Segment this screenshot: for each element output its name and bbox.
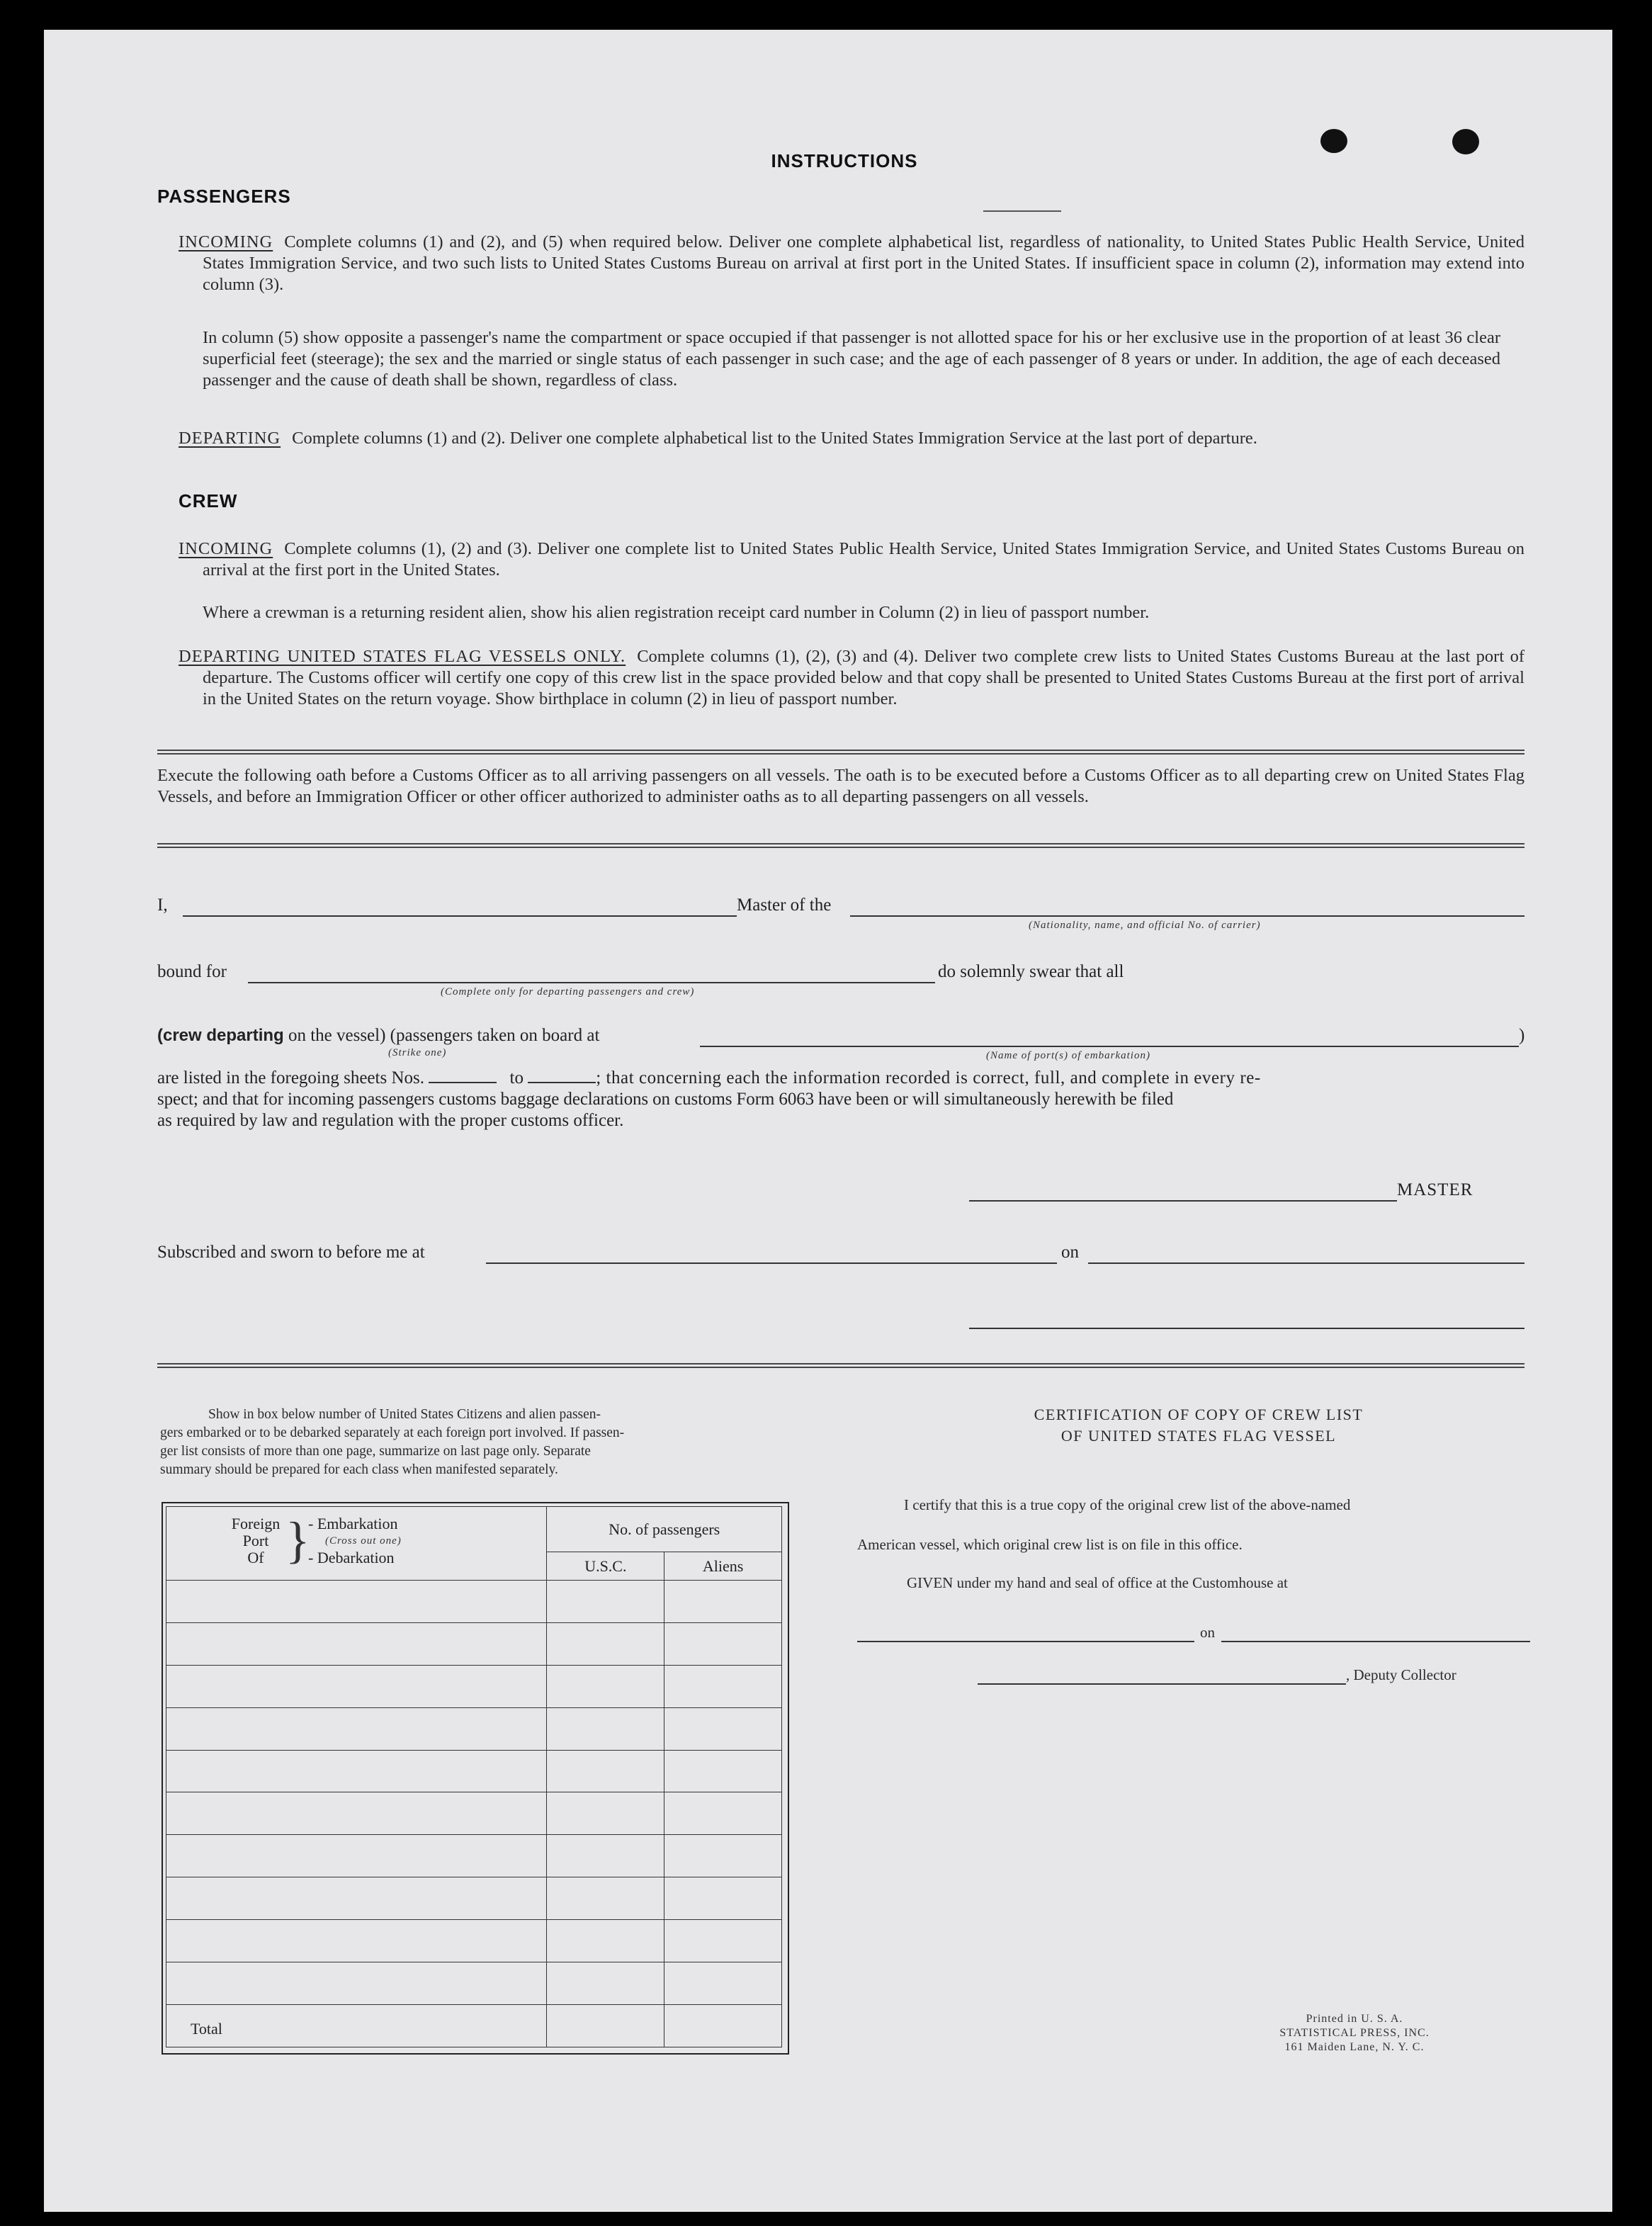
debarkation-option[interactable]: - Debarkation bbox=[308, 1549, 395, 1566]
master-of-label: Master of the bbox=[737, 896, 832, 915]
listed-line-3: spect; and that for incoming passengers customs baggage declarations on customs Form 6063 have been or will simultaneously herewith be filed bbox=[157, 1090, 1174, 1109]
page-title: INSTRUCTIONS bbox=[771, 150, 918, 171]
passenger-summary-table bbox=[166, 1506, 782, 2047]
oath-instructions: Execute the following oath before a Customs Officer as to all arriving passengers on all vessels. The oath is to be executed before a Customs Officer as to all departing crew on United States Flag Vessels, and before an Immigration Officer or other officer authorized to administer oaths as to all departing passengers on all vessels. bbox=[157, 766, 1524, 806]
master-label: MASTER bbox=[1397, 1180, 1473, 1199]
passengers-column5-text: In column (5) show opposite a passenger's name the compartment or space occupied if that passenger is not allotted space for his or her exclusive use in the proportion of at least 36 clear superficial feet (steerage); the sex and the married or single status of each passenger in such case; and the age of each passenger of 8 years or under. In addition, the age of each deceased passenger and the cause of death shall be shown, regardless of class. bbox=[203, 328, 1500, 390]
passengers-incoming-text: Complete columns (1) and (2), and (5) when required below. Deliver one complete alphabetical list, regardless of nationality, to United States Public Health Service, United States Immigration Service, and two such lists to United States Customs Bureau on arrival at first port in the United States. If insufficient space in column (2), information may extend into column (3). bbox=[203, 232, 1524, 294]
certification-text-2: American vessel, which original crew list is on file in this office. bbox=[857, 1536, 1243, 1553]
divider-3 bbox=[157, 1363, 1524, 1368]
no-of-passengers-header: No. of passengers bbox=[547, 1507, 782, 1552]
subscribed-date-field[interactable] bbox=[1088, 1262, 1524, 1264]
bound-for-field[interactable] bbox=[248, 982, 935, 983]
carrier-caption: (Nationality, name, and official No. of carrier) bbox=[1029, 920, 1261, 931]
ports-caption: (Name of port(s) of embarkation) bbox=[986, 1050, 1150, 1061]
divider-2 bbox=[157, 843, 1524, 848]
customhouse-field[interactable] bbox=[857, 1641, 1194, 1642]
certification-date-field[interactable] bbox=[1221, 1641, 1530, 1642]
passengers-incoming-label: INCOMING bbox=[179, 232, 273, 252]
certification-heading bbox=[887, 1404, 1510, 1447]
foreign-port-header bbox=[166, 1507, 547, 1581]
imprint-line-3: 161 Maiden Lane, N. Y. C. bbox=[1284, 2041, 1425, 2053]
passengers-column5 bbox=[203, 327, 1500, 391]
passengers-departing-text: Complete columns (1) and (2). Deliver one complete alphabetical list to the United States Immigration Service at the last port of departure. bbox=[292, 429, 1257, 448]
certification-text-1: I certify that this is a true copy of the original crew list of the above-named bbox=[904, 1496, 1351, 1513]
cross-out-caption: (Cross out one) bbox=[325, 1535, 402, 1547]
subscribed-on-label: on bbox=[1061, 1243, 1079, 1262]
table-total-row[interactable] bbox=[166, 2005, 782, 2047]
passengers-departing bbox=[179, 428, 1524, 449]
crew-resident-text: Where a crewman is a returning resident alien, show his alien registration receipt card number in Column (2) in lieu of passport number. bbox=[203, 603, 1150, 622]
port-label: Port bbox=[242, 1532, 269, 1549]
deputy-signature-field[interactable] bbox=[978, 1683, 1346, 1685]
imprint-line-2: STATISTICAL PRESS, INC. bbox=[1279, 2027, 1430, 2039]
bound-for-label: bound for bbox=[157, 962, 227, 981]
table-row[interactable] bbox=[166, 1920, 782, 1962]
to-label: to bbox=[509, 1068, 524, 1087]
bound-for-caption: (Complete only for departing passengers and crew) bbox=[441, 986, 695, 998]
imprint-line-1: Printed in U. S. A. bbox=[1306, 2013, 1403, 2025]
total-label: Total bbox=[166, 2005, 547, 2047]
table-row[interactable] bbox=[166, 1581, 782, 1623]
crew-departing-option[interactable]: (crew departing bbox=[157, 1026, 284, 1045]
certification-heading-2: OF UNITED STATES FLAG VESSEL bbox=[1060, 1427, 1337, 1445]
carrier-field[interactable] bbox=[850, 915, 1524, 917]
passengers-heading: PASSENGERS bbox=[157, 186, 291, 207]
punch-hole-right bbox=[1452, 129, 1479, 154]
usc-header: U.S.C. bbox=[547, 1552, 664, 1581]
certification-on-label: on bbox=[1200, 1624, 1215, 1641]
strike-one-caption: (Strike one) bbox=[388, 1047, 447, 1058]
passengers-departing-label: DEPARTING bbox=[179, 429, 281, 448]
subscribed-place-field[interactable] bbox=[486, 1262, 1057, 1264]
master-name-field[interactable] bbox=[183, 915, 737, 917]
table-row[interactable] bbox=[166, 1792, 782, 1835]
table-header-row bbox=[166, 1507, 782, 1552]
ports-field[interactable] bbox=[700, 1046, 1519, 1047]
subscribed-label: Subscribed and sworn to before me at bbox=[157, 1243, 425, 1262]
sheet-from-field[interactable] bbox=[429, 1082, 497, 1083]
crew-resident bbox=[203, 602, 1500, 623]
crew-departing-label: DEPARTING UNITED STATES FLAG VESSELS ONLY. bbox=[179, 647, 626, 666]
table-row[interactable] bbox=[166, 1665, 782, 1707]
summary-text-3: ger list consists of more than one page, summarize on last page only. Separate bbox=[160, 1444, 591, 1459]
certification-given: GIVEN under my hand and seal of office at the Customhouse at bbox=[907, 1574, 1288, 1591]
summary-text-4: summary should be prepared for each class when manifested separately. bbox=[160, 1462, 558, 1477]
passengers-taken-option[interactable]: (passengers taken on board at bbox=[390, 1026, 600, 1045]
aliens-header: Aliens bbox=[664, 1552, 782, 1581]
printer-imprint bbox=[1248, 2012, 1461, 2055]
crew-departing bbox=[179, 646, 1524, 710]
table-row[interactable] bbox=[166, 1877, 782, 1920]
listed-text-2: ; that concerning each the information recorded is correct, full, and complete in every re- bbox=[596, 1068, 1261, 1087]
punch-hole-left bbox=[1320, 129, 1347, 153]
title-rule bbox=[983, 210, 1061, 212]
foreign-label: Foreign bbox=[231, 1515, 281, 1532]
crew-departing-text: Complete columns (1), (2), (3) and (4). Deliver two complete crew lists to United States Customs Bureau at the last port of departure. The Customs officer will certify one copy of this crew list in the space provided below and that copy shall be presented to United States Customs Bureau at the first port of arrival in the United States on the return voyage. Show birthplace in column (2) in lieu of passport number. bbox=[203, 647, 1524, 708]
form-sheet bbox=[44, 30, 1612, 2212]
crew-passengers-line bbox=[157, 1026, 599, 1046]
master-signature-field[interactable] bbox=[969, 1200, 1397, 1202]
embarkation-option[interactable]: - Embarkation bbox=[308, 1515, 398, 1532]
crew-incoming bbox=[179, 538, 1524, 581]
sheet-to-field[interactable] bbox=[528, 1082, 596, 1083]
table-row[interactable] bbox=[166, 1707, 782, 1750]
deputy-collector-label: , Deputy Collector bbox=[1346, 1666, 1456, 1683]
officer-signature-field[interactable] bbox=[969, 1328, 1524, 1329]
listed-line-1 bbox=[157, 1068, 1524, 1088]
summary-instructions bbox=[160, 1406, 792, 1479]
on-vessel-label: on the vessel) bbox=[288, 1026, 386, 1045]
swear-label: do solemnly swear that all bbox=[938, 962, 1124, 981]
listed-text-1: are listed in the foregoing sheets Nos. bbox=[157, 1068, 424, 1087]
passengers-incoming bbox=[179, 232, 1524, 295]
summary-text-2: gers embarked or to be debarked separately at each foreign port involved. If passen- bbox=[160, 1425, 625, 1440]
table-row[interactable] bbox=[166, 1622, 782, 1665]
brace-icon: } bbox=[285, 1512, 310, 1569]
listed-line-4: as required by law and regulation with the proper customs officer. bbox=[157, 1111, 624, 1130]
close-paren: ) bbox=[1519, 1026, 1525, 1045]
table-row[interactable] bbox=[166, 1750, 782, 1792]
crew-heading: CREW bbox=[179, 490, 238, 512]
table-row[interactable] bbox=[166, 1962, 782, 2005]
crew-incoming-text: Complete columns (1), (2) and (3). Deliver one complete list to United States Public Health Service, United States Immigration Service, and United States Customs Bureau on arrival at the first port in the United States. bbox=[203, 539, 1524, 580]
of-label: Of bbox=[247, 1549, 264, 1566]
summary-text-1: Show in box below number of United States Citizens and alien passen- bbox=[208, 1407, 601, 1422]
certification-heading-1: CERTIFICATION OF COPY OF CREW LIST bbox=[1034, 1406, 1364, 1423]
crew-incoming-label: INCOMING bbox=[179, 539, 273, 558]
oath-i-label: I, bbox=[157, 896, 168, 915]
table-row[interactable] bbox=[166, 1835, 782, 1877]
divider-1 bbox=[157, 750, 1524, 755]
